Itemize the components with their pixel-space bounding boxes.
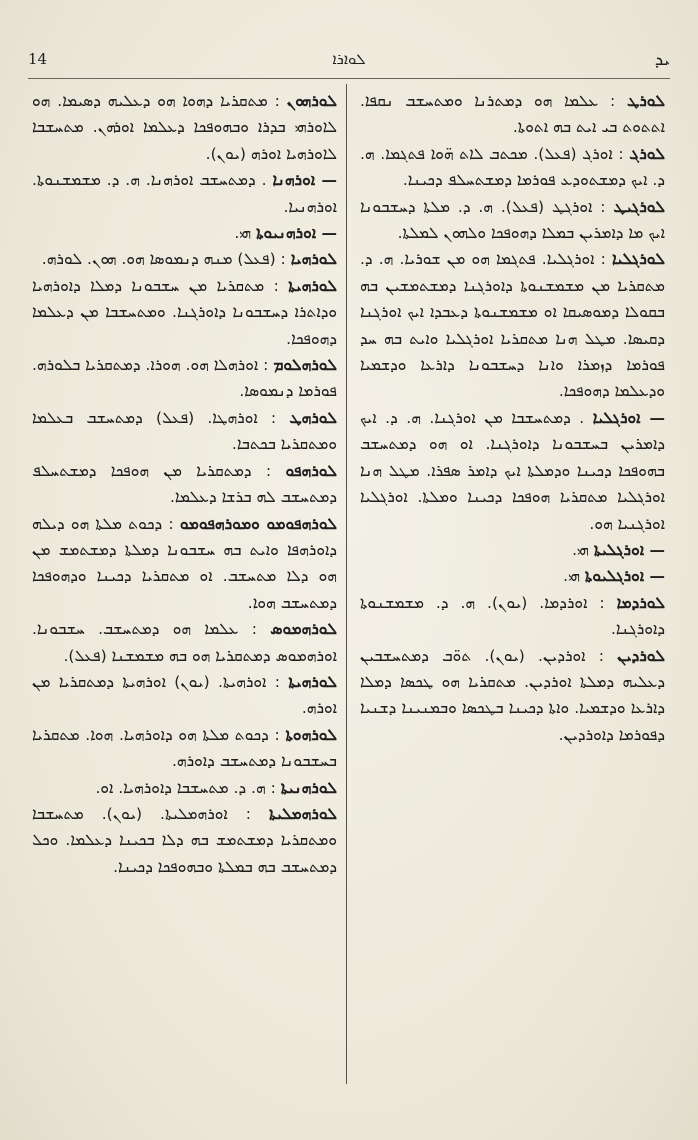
dictionary-entry bbox=[32, 246, 337, 272]
dictionary-entry bbox=[360, 405, 665, 537]
entry-headword: ܠܘܪܛ bbox=[627, 92, 665, 110]
entry-headword: ܠܘܪܗܢܝܬܐ bbox=[280, 778, 337, 797]
entry-definition: : ܐܘܪܗܡܠܝܬܐ. (ܝܘܢ). ܡܬܚܫܒܐ ܘܡܬܩܪܝܐ ܕܡܫܬܡܫ ܒܗ ܕܠܐ ܒܟܝܢܐ ܕܥܠܡܐ. ܘܟܠ ܕܡܬܚܫܒ ܒܗ ܒܡܠܬܐ ܘܒܗܘܦܟܐ ܕܟܝܢܐ. bbox=[32, 804, 337, 876]
entry-headword: — ܐܘܪܗܢܝܘܬܐ bbox=[256, 224, 337, 243]
entry-definition: : ܐܘܪܕܡܐ. (ܝܘܢ). ܗ. ܕ. ܡܫܡܫܢܘܬܐ ܕܐܘܪܓܢܐ. bbox=[360, 593, 665, 639]
entry-headword: ܠܘܪܓ bbox=[629, 144, 665, 163]
entry-headword: ܠܘܪܗܦܘ bbox=[285, 461, 337, 480]
dictionary-entry bbox=[360, 537, 665, 563]
entry-headword: ܠܘܪܗܝܐ bbox=[290, 250, 337, 269]
entry-headword: ܠܘܪܓܝܛ bbox=[613, 197, 665, 216]
dictionary-entry bbox=[360, 590, 665, 643]
dictionary-entry bbox=[360, 643, 665, 749]
entry-definition: : ܕܟܘܬ ܡܠܬܐ ܗܘ ܕܐܘܪܗܝܐ. ܗܘܐ. ܡܬܩܪܝܐ ܒܚܫܒܘܢܐ ܕܡܬܚܫܒ ܕܐܘܪܗ. bbox=[32, 725, 337, 771]
entry-definition: ܗܝ. bbox=[563, 567, 580, 586]
entry-definition: : ܐܘܪܓ (ܦܥܠ). ܡܟܬܒ ܠܐܬ ܗ̈ܘܐ ܦܬܓܡܐ. ܗ. ܕ. ܐܝܟ ܕܡܫܬܘܕܥ ܦܘܪܡܐ ܕܡܫܬܚܠܦ ܕܟܝܢܐ. bbox=[360, 144, 665, 190]
entry-headword: — ܐܘܪܓܠܝܬܐ bbox=[593, 540, 665, 559]
entry-definition: : ܐܘܪܓܛ (ܦܥܠ). ܗ. ܕ. ܡܠܬܐ ܕܚܫܒܘܢܐ ܐܝܟ ܡܐ ܕܐܡܪܝܢ ܒܡܠܐ ܕܗܘܦܟܐ ܘܠܗܘܢ ܠܡܠܬܐ. bbox=[360, 197, 665, 243]
dictionary-entry bbox=[32, 273, 337, 352]
header-rule bbox=[28, 78, 670, 79]
entry-definition: : ܡܬܩܪܝܐ ܡܢ ܚܫܒܘܢܐ ܕܡܠܐ ܕܐܘܪܗܝܐ ܘܕܐܬܪܐ ܕܚܫܒܘܢܐ ܕܐܘܪܓܢܐ. ܘܡܬܚܫܒܐ ܡܢ ܕܥܠܡܐ ܕܗܘܦܟܐ. bbox=[32, 276, 337, 348]
entry-definition: ܗܝ. bbox=[572, 540, 589, 559]
dictionary-entry bbox=[360, 563, 665, 589]
entry-headword: ܠܘܪܓܠܝܐ bbox=[612, 250, 665, 269]
dictionary-entry bbox=[360, 246, 665, 404]
page-header bbox=[28, 50, 670, 72]
entry-definition: : (ܦܥܠ) ܡܢܗ ܕܢܡܘܣܐ ܗܘ. ܗܘܢ. ܠܘܪܗ. bbox=[41, 250, 286, 269]
dictionary-entry bbox=[32, 405, 337, 458]
dictionary-entry bbox=[32, 167, 337, 220]
entry-headword: ܠܘܪܗܦܘܡܘ ܘܡܘܪܗܦܘܡܘ bbox=[179, 514, 338, 533]
entry-headword: ܠܘܪܗܡܠܝܬܐ bbox=[269, 804, 337, 823]
column-divider bbox=[346, 84, 347, 1084]
dictionary-entry bbox=[32, 801, 337, 880]
entry-definition: : ܥܠܡܐ ܗܘ ܕܡܬܚܫܒ. ܚܫܒܘܢܐ. ܐܘܪܗܡܘܣ ܕܡܬܩܪܝܐ ܗܘ ܒܗ ܡܫܡܫܢܐ (ܦܥܠ). bbox=[32, 620, 337, 665]
entry-headword: ܠܘܪܗܝܬܐ bbox=[288, 672, 337, 691]
entry-headword: ܠܘܪܕܡܐ bbox=[616, 593, 665, 612]
dictionary-entry bbox=[360, 141, 665, 194]
entry-definition: : ܕܡܬܩܪܝܐ ܡܢ ܗܘܦܟܐ ܕܡܫܬܚܠܦ ܕܡܬܚܫܒ ܠܗ ܒܪܫܐ ܕܥܠܡܐ. bbox=[32, 461, 337, 507]
entry-headword: ܠܘܪܕܝܢ bbox=[617, 646, 665, 665]
dictionary-entry bbox=[32, 616, 337, 669]
dictionary-entry bbox=[32, 722, 337, 775]
entry-definition: : ܐܘܪܗܠܐ ܗܘ. ܗܘܪܐ. ܕܡܬܩܪܝܐ ܒܠܘܪܗ. ܦܘܪܡܐ ܕܢܡܘܣܐ. bbox=[32, 356, 337, 401]
dictionary-entry bbox=[32, 511, 337, 617]
entry-headword: — ܐܘܪܗܢܐ bbox=[272, 171, 337, 190]
dictionary-entry bbox=[32, 352, 337, 405]
entry-definition: ܗܝ. bbox=[234, 224, 252, 243]
dictionary-entry bbox=[32, 669, 337, 722]
entry-headword: ܠܘܪܗܛ bbox=[289, 408, 337, 427]
entry-definition: : ܐܘܪܗܛܐ. (ܦܥܠ) ܕܡܬܚܫܒ ܒܥܠܡܐ ܘܡܬܩܪܝܐ ܒܟܬܒܐ. bbox=[32, 408, 337, 454]
entry-headword: ܠܘܪܗܠܘܡ bbox=[273, 356, 337, 375]
entry-definition: : ܡܬܩܪܝܐ ܕܗܘܐ ܗܘ ܕܥܠܝܗ ܕܣܝܡܐ. ܗܘ ܠܐܘܪܗܝ ܒܕܪܐ ܘܒܗܘܦܟܐ ܕܥܠܡܐ ܐܘܪܗܢ. ܡܬܚܫܒܐ ܠܐܘܪܗܝܐ ܐܘܪܗ (ܝܘܢ). bbox=[32, 92, 337, 163]
right-column bbox=[360, 88, 665, 748]
entry-definition: : ܐܘܪܓܠܝܐ. ܦܬܓܡܐ ܗܘ ܡܢ ܫܘܪܝܐ. ܗ. ܕ. ܡܬܩܪܝܐ ܡܢ ܡܫܡܫܢܘܬܐ ܕܐܘܪܓܢܐ ܕܡܫܬܡܫܝܢ ܒܗ ܒܩܘܠܐ ܕܡܘܣܝܩܐ ܐܘ ܡܫܡܫܢܘܬܐ ܕܥܒܕܐ ܐܝܟ ܐܘܪܓܢܐ ܕܩܝܣܐ. ܡܛܠ ܗܢܐ ܡܬܩܪܝܐ ܐܘܪܓܠܝܐ ܘܐܝܬ ܒܗ ܚܕ ܦܘܪܡܐ ܕܙܡܪܐ ܘܐܢܐ ܕܚܫܒܘܢܐ ܕܐܪܥܐ ܘܕܫܡܝܐ ܘܕܥܠܡܐ ܕܗܘܦܟܐ. bbox=[360, 250, 665, 401]
entry-headword: ܠܘܪܗܡܘܣ bbox=[270, 620, 337, 639]
entry-definition: : ܥܠܡܐ ܗܘ ܕܡܬܪܢܐ ܘܡܬܚܫܒ ܢܩܦܐ. ܐܬܬܘܬ ܒܝ ܐܝܬ ܒܗ ܐܬܘܬܐ. bbox=[360, 92, 665, 137]
left-column bbox=[32, 88, 337, 880]
running-title: ܠܘܐܪܐ bbox=[332, 50, 366, 68]
dictionary-entry bbox=[32, 775, 337, 801]
dictionary-entry bbox=[360, 194, 665, 247]
dictionary-entry bbox=[32, 88, 337, 167]
page-number-right: ܝܕ bbox=[654, 50, 670, 70]
entry-definition: : ܐܘܪܗܝܬܐ. (ܝܘܢ) ܐܘܪܗܝܬܐ ܕܡܬܩܪܝܐ ܡܢ ܐܘܪܗ. bbox=[32, 672, 337, 718]
dictionary-entry bbox=[360, 88, 665, 141]
entry-definition: : ܐܘܪܕܝܢ. (ܝܘܢ). ܬܘ̈ܒ ܕܡܬܚܫܒܝܢ ܕܥܠܝܗ ܕܡܠܬܐ ܐܘܪܕܝܢ. ܡܬܩܪܝܐ ܗܘ ܛܟܣܐ ܕܡܠܐ ܕܐܪܥܐ ܘܕܫܡܝܐ. ܘܐܬܐ ܕܟܝܢܐ ܒܛܟܣܐ ܘܒܡܢܝܢܐ ܕܫܢܝܐ ܕܦܘܪܡܐ ܕܐܘܪܕܝܢ. bbox=[360, 646, 665, 744]
entry-headword: — ܐܘܪܓܠܝܘܬܐ bbox=[584, 567, 665, 586]
page-number-left: 14 bbox=[28, 50, 48, 68]
entry-definition: : ܗ. ܕ. ܡܬܚܫܒܐ ܕܐܘܪܗܝܐ. ܐܘ. bbox=[95, 778, 276, 797]
entry-headword: ܠܘܪܗܘܬܐ bbox=[285, 725, 337, 744]
dictionary-entry bbox=[32, 220, 337, 246]
entry-headword: — ܐܘܪܓܠܝܐ bbox=[592, 408, 665, 427]
entry-headword: ܠܘܪܗܘܢ bbox=[286, 92, 337, 110]
dictionary-entry bbox=[32, 458, 337, 511]
entry-definition: . ܕܡܬܚܫܒܐ ܡܢ ܐܘܪܓܢܐ. ܗ. ܕ. ܐܝܟ ܕܐܡܪܝܢ ܒܚܫܒܘܢܐ ܕܐܘܪܓܢܐ. ܐܘ ܗܘ ܕܡܬܚܫܒ ܒܗܘܦܟܐ ܕܟܝܢܐ ܘܕܡܠܬܐ ܐܝܟ ܕܐܡܪ ܣܦܪܐ. ܡܛܠ ܗܢܐ ܐܘܪܓܠܝܐ ܡܬܩܪܝܐ ܗܘܦܟܐ ܕܟܝܢܐ ܘܡܠܬܐ. ܐܘܪܓܠܝܐ ܐܘܪܓܢܝܐ ܗܘ. bbox=[360, 408, 665, 533]
entry-definition: . ܕܡܬܚܫܒ ܐܘܪܗܢܐ. ܗ. ܕ. ܡܫܡܫܢܘܬܐ. ܐܘܪܗܢܝܐ. bbox=[32, 171, 337, 216]
entry-headword: ܠܘܪܗܝܬܐ bbox=[288, 276, 337, 295]
entry-definition: : ܕܟܘܬ ܡܠܬܐ ܗܘ ܕܝܠܗ ܕܐܘܪܗܦܐ ܘܐܝܬ ܒܗ ܚܫܒܘܢܐ ܕܡܠܬܐ ܕܡܫܬܡܫ ܡܢ ܗܘ ܕܠܐ ܡܬܚܫܒ. ܐܘ ܡܬܩܪܝܐ ܕܟܝܢܐ ܘܕܗܘܦܟܐ ܕܡܬܚܫܒ ܗܘܐ. bbox=[32, 514, 337, 612]
